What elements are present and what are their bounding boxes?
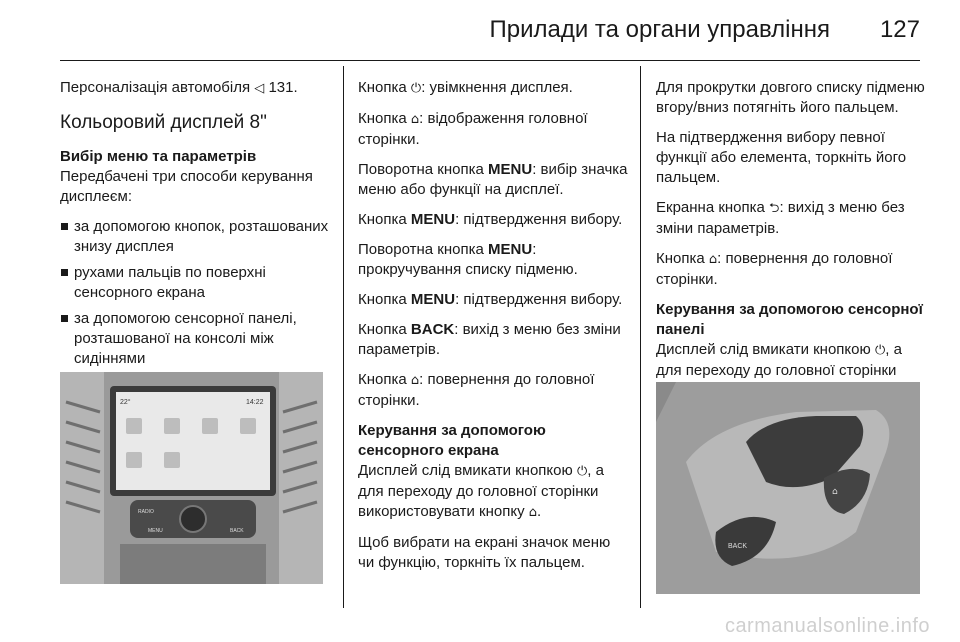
home-icon: ⌂ bbox=[410, 112, 420, 127]
display-illustration bbox=[60, 372, 323, 584]
column-3 bbox=[656, 78, 928, 412]
screen-menu-label: MENU bbox=[148, 528, 163, 534]
touchpad-illustration bbox=[656, 382, 920, 594]
screen-back-label: BACK bbox=[230, 528, 244, 534]
home-icon: ⌂ bbox=[708, 252, 718, 267]
touchpad-desc: Дисплей слід вмикати кнопкою ⏻, а для переходу до головної сторінки bbox=[656, 340, 928, 402]
touch-select-desc: Щоб вибрати на екрані значок меню чи функцію, торкніть їх пальцем. bbox=[358, 534, 611, 571]
subheading-menu: Вибір меню та параметрів bbox=[60, 148, 257, 165]
home-icon: ⌂ bbox=[528, 505, 538, 520]
column-divider bbox=[343, 66, 344, 608]
methods-list bbox=[60, 217, 332, 369]
screen-time: 14:22 bbox=[246, 399, 264, 406]
back-button-desc: Кнопка BACK: вихід з меню без зміни параметрів. bbox=[358, 321, 621, 358]
column-1 bbox=[60, 78, 332, 395]
touchpad-photo bbox=[656, 382, 920, 594]
power-icon: ⏻ bbox=[410, 81, 422, 96]
header-title: Прилади та органи управління bbox=[489, 16, 830, 43]
back-arrow-icon: ⮌ bbox=[769, 201, 780, 216]
page-number: 127 bbox=[879, 16, 920, 43]
section-title: Кольоровий дисплей 8" bbox=[60, 112, 267, 133]
confirm-desc: На підтвердження вибору певної функції або елемента, торкніть його пальцем. bbox=[656, 129, 907, 186]
menu-press-desc: Кнопка MENU: підтвердження вибору. bbox=[358, 211, 623, 228]
screen-radio-label: RADIO bbox=[138, 509, 154, 515]
home-button-desc: Кнопка ⌂: відображення головної сторінки. bbox=[358, 110, 588, 148]
watermark: carmanualsonline.info bbox=[724, 615, 930, 637]
touchpad-home-icon: ⌂ bbox=[832, 487, 838, 497]
methods-intro: Передбачені три способи керування дисплеєм: bbox=[60, 168, 313, 205]
subheading-touchscreen: Керування за допомогою сенсорного екрана bbox=[358, 422, 546, 459]
column-divider bbox=[640, 66, 641, 608]
touchpad-back-label: BACK bbox=[728, 543, 748, 550]
header-rule bbox=[60, 60, 920, 61]
menu-confirm-desc: Кнопка MENU: підтвердження вибору. bbox=[358, 291, 623, 308]
subheading-touchpad: Керування за допомогою сенсорної панелі bbox=[656, 301, 923, 338]
screen-back-desc: Екранна кнопка ⮌: вихід з меню без зміни параметрів. bbox=[656, 199, 905, 237]
page-reference-link[interactable]: 131. bbox=[268, 79, 298, 96]
power-icon: ⏻ bbox=[576, 464, 588, 479]
home-return-desc: Кнопка ⌂: повернення до головної сторінки. bbox=[358, 371, 595, 409]
scroll-desc: Для прокрутки довгого списку підменю вгору/вниз потягніть його пальцем. bbox=[656, 79, 925, 116]
display-photo bbox=[60, 372, 323, 584]
home-icon: ⌂ bbox=[410, 373, 420, 388]
power-button-desc: Кнопка ⏻: увімкнення дисплея. bbox=[358, 79, 573, 96]
column-2 bbox=[358, 78, 630, 583]
menu-scroll-desc: Поворотна кнопка MENU: прокручування списку підменю. bbox=[358, 241, 578, 278]
touch-power-desc: Дисплей слід вмикати кнопкою ⏻, а для переходу до головної сторінки використовувати кнопку ⌂. bbox=[358, 462, 604, 520]
list-item: за допомогою кнопок, розташованих знизу дисплея bbox=[60, 217, 332, 257]
screen-temp: 22° bbox=[120, 399, 131, 406]
ref-arrow-icon: ◁ bbox=[254, 81, 265, 96]
home-return-desc: Кнопка ⌂: повернення до головної сторінки. bbox=[656, 250, 893, 288]
list-item: за допомогою сенсорної панелі, розташованої на консолі між сидіннями bbox=[60, 309, 332, 369]
menu-rotate-desc: Поворотна кнопка MENU: вибір значка меню або функції на дисплеї. bbox=[358, 161, 628, 198]
power-icon: ⏻ bbox=[874, 343, 886, 358]
list-item: рухами пальців по поверхні сенсорного екрана bbox=[60, 263, 332, 303]
intro-line: Персоналізація автомобіля ◁ 131. bbox=[60, 79, 298, 96]
